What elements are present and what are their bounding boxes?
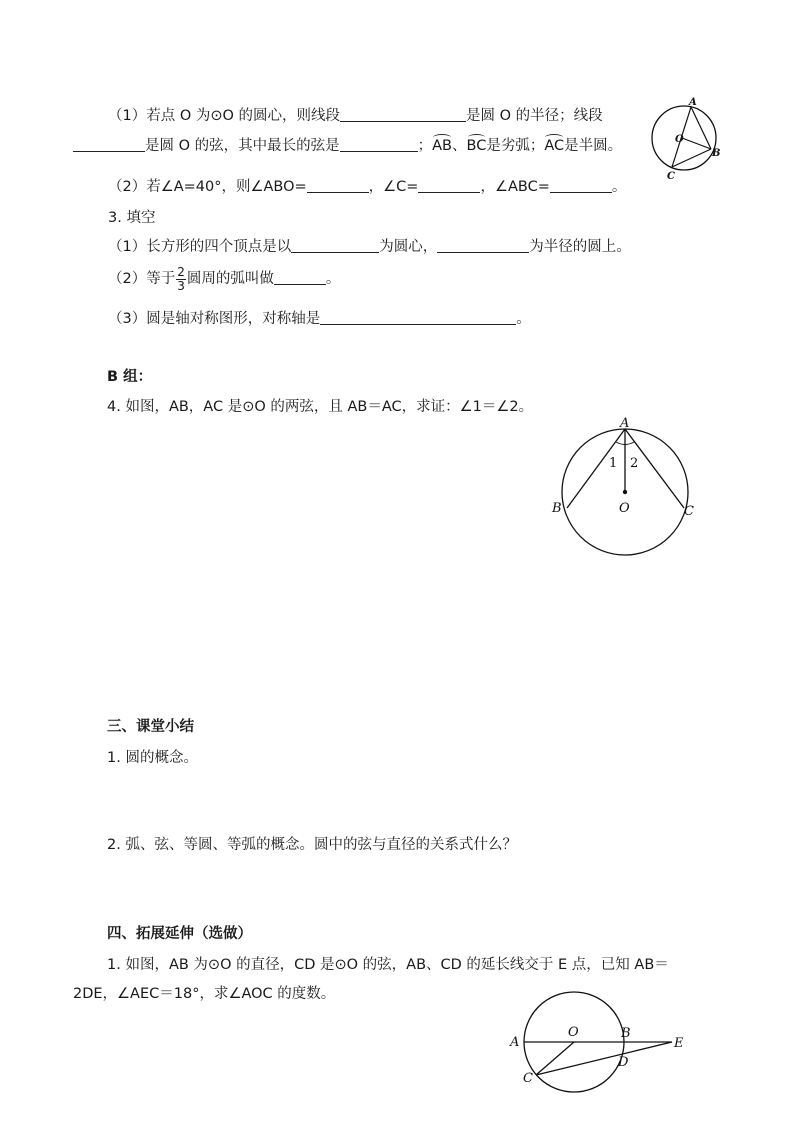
q2-blank-abo[interactable]: [307, 178, 369, 193]
group-b-heading: B 组：: [107, 369, 153, 385]
extension-q1-line2: 2DE，∠AEC＝18°，求∠AOC 的度数。: [73, 986, 336, 1002]
q1-semicolon: ；: [417, 138, 433, 154]
q4-text: 4. 如图，AB，AC 是⊙O 的两弦，且 AB＝AC，求证：∠1＝∠2。: [107, 399, 534, 415]
q1-text-a: （1）若点 O 为⊙O 的圆心，则线段: [108, 108, 341, 124]
fig1-label-b: B: [712, 148, 721, 159]
fig1-label-c: C: [667, 171, 675, 182]
q1-text-e: 是半圆。: [564, 138, 623, 154]
q1-blank-longest-chord[interactable]: [340, 137, 418, 152]
q3-3-text-b: 。: [516, 311, 531, 327]
q1-line1: [108, 106, 603, 126]
q3-1-text-c: 为半径的圆上。: [529, 239, 631, 255]
q3-3-line: [108, 309, 531, 329]
q3-3-text-a: （3）圆是轴对称图形，对称轴是: [108, 311, 321, 327]
summary-item-2: 2. 弧、弦、等圆、等弧的概念。圆中的弦与直径的关系式什么？: [107, 837, 517, 853]
fig3-line-ce: [536, 1042, 672, 1075]
q1-text-c: 是圆 O 的弦，其中最长的弦是: [145, 138, 340, 154]
q1-blank-chords[interactable]: [73, 137, 145, 152]
fig3-label-o: O: [568, 1025, 579, 1040]
q3-1-line: [108, 237, 631, 257]
q3-2-text-b: 圆周的弧叫做: [186, 271, 274, 287]
q2-text-a: （2）若∠A=40°，则∠ABO=: [108, 179, 307, 195]
q3-2-text-c: 。: [325, 271, 341, 287]
q3-1-text-a: （1）长方形的四个顶点是以: [108, 239, 292, 255]
fig2-label-a: A: [620, 416, 630, 431]
fraction-denominator: 3: [177, 278, 185, 293]
q3-2-line: [108, 265, 340, 293]
q3-3-blank-axis[interactable]: [320, 310, 516, 325]
q2-text-c: ，∠ABC=: [480, 179, 550, 195]
q1-text-b: 是圆 O 的半径；线段: [466, 108, 603, 124]
fig3-label-e: E: [674, 1036, 684, 1051]
summary-item-1: 1. 圆的概念。: [107, 750, 198, 766]
fig3-label-a: A: [510, 1035, 520, 1050]
figure-diameter-secant: [506, 1016, 696, 1088]
fig2-label-b: B: [552, 501, 562, 516]
figure-circle-abc: [648, 96, 722, 180]
fig2-center-dot: [623, 490, 627, 494]
q2-text-d: 。: [611, 179, 627, 195]
q3-1-blank-center[interactable]: [291, 238, 379, 253]
q2-line: [108, 177, 626, 197]
fig3-label-d: D: [618, 1055, 629, 1070]
q1-line2: [73, 136, 622, 156]
q1-text-d: 是劣弧；: [486, 138, 545, 154]
summary-heading: 三、课堂小结: [107, 719, 194, 735]
q2-blank-abc[interactable]: [550, 178, 612, 193]
fig3-label-b: B: [621, 1026, 631, 1041]
q1-blank-radius[interactable]: [340, 107, 466, 122]
arc-bc: BC: [466, 138, 487, 154]
fig2-label-o: O: [619, 501, 630, 516]
fig1-chord-bc: [672, 149, 711, 167]
q3-2-text-a: （2）等于: [108, 271, 176, 287]
fraction-two-thirds: [176, 266, 186, 293]
fig1-label-o: O: [675, 134, 684, 145]
fig2-label-angle1: 1: [609, 456, 618, 471]
figure-circle-isosceles-chords: [550, 416, 700, 558]
q3-title: 3. 填空: [108, 210, 156, 226]
q1-sep: 、: [452, 138, 467, 154]
q3-1-text-b: 为圆心，: [379, 239, 438, 255]
fig2-label-angle2: 2: [630, 456, 639, 471]
extension-heading: 四、拓展延伸（选做）: [107, 926, 252, 942]
q3-1-blank-radius[interactable]: [437, 238, 529, 253]
extension-q1-line1: 1. 如图，AB 为⊙O 的直径，CD 是⊙O 的弦，AB、CD 的延长线交于 E 点，已知 AB＝: [107, 957, 669, 973]
fig2-label-c: C: [684, 504, 694, 519]
q3-2-blank[interactable]: [274, 270, 326, 285]
fig1-label-a: A: [689, 97, 697, 108]
q2-blank-c[interactable]: [418, 178, 480, 193]
fraction-numerator: 2: [177, 264, 185, 279]
arc-ab: AB: [432, 138, 453, 154]
arc-ac: AC: [544, 138, 565, 154]
q2-text-b: ，∠C=: [368, 179, 419, 195]
fig3-label-c: C: [523, 1071, 533, 1086]
